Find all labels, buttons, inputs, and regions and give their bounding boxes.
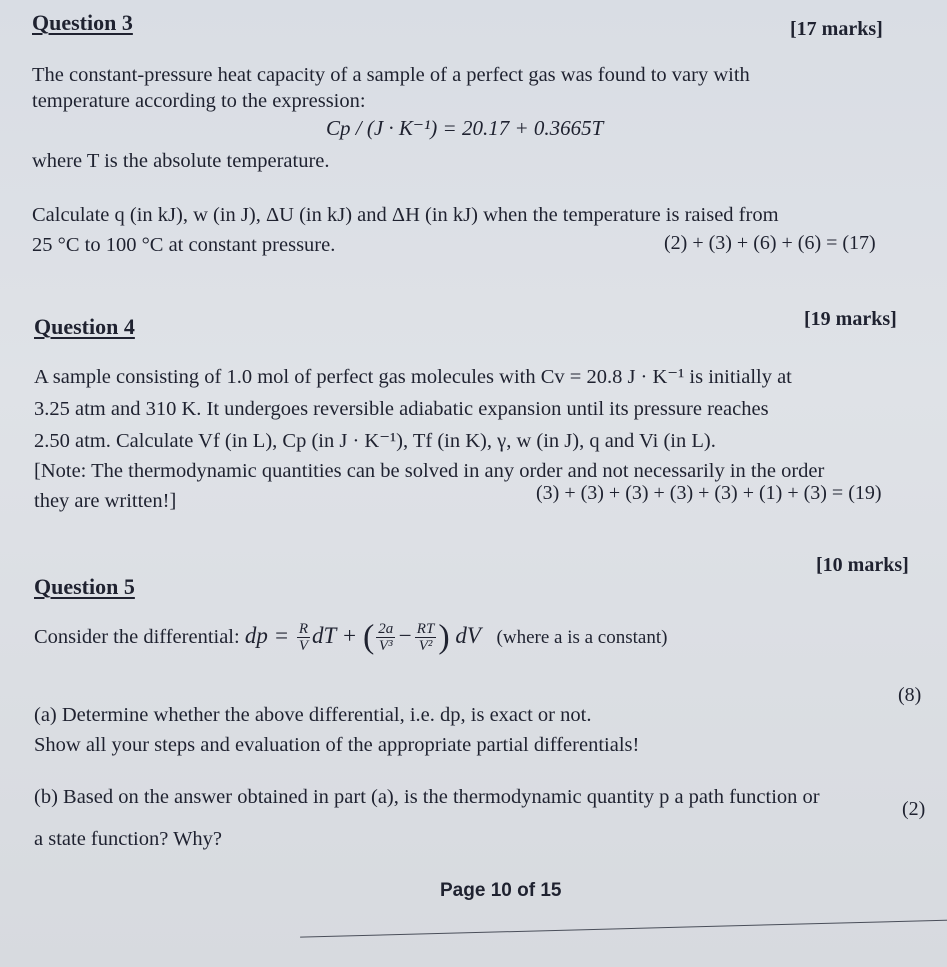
q3-text-line-2: temperature according to the expression: <box>32 90 366 112</box>
question-3-title: Question 3 <box>32 10 133 35</box>
q4-text-line-1: A sample consisting of 1.0 mol of perfect gas molecules with Cv = 20.8 J · K⁻¹ is initially at <box>34 366 792 388</box>
q4-text-line-2: 3.25 atm and 310 K. It undergoes reversible adiabatic expansion until its pressure reaches <box>34 398 769 420</box>
q4-score-breakdown: (3) + (3) + (3) + (3) + (3) + (1) + (3) = (19) <box>536 482 882 504</box>
question-4-title: Question 4 <box>34 314 135 339</box>
question-5-title: Question 5 <box>34 574 135 599</box>
q5-differential-line <box>34 614 667 660</box>
q5-part-a-score: (8) <box>898 684 922 706</box>
q5-part-b-line-2: a state function? Why? <box>34 828 223 850</box>
q3-score-breakdown: (2) + (3) + (6) + (6) = (17) <box>664 232 876 254</box>
q3-heat-capacity-equation: Cp / (J · K⁻¹) = 20.17 + 0.3665T <box>326 116 604 140</box>
page-number: Page 10 of 15 <box>440 880 562 901</box>
q5-part-b-line-1: (b) Based on the answer obtained in part (a), is the thermodynamic quantity p a path function or <box>34 786 820 808</box>
q4-text-line-3: 2.50 atm. Calculate Vf (in L), Cp (in J · K⁻¹), Tf (in K), γ, w (in J), q and Vi (in L). <box>34 430 716 452</box>
q3-calc-line-2: 25 °C to 100 °C at constant pressure. <box>32 234 336 256</box>
question-5-marks: [10 marks] <box>816 554 909 576</box>
q5-part-a-line-2: Show all your steps and evaluation of the appropriate partial differentials! <box>34 734 640 756</box>
q5-differential-expression: dp = $\frac{R}{V}$ dT + ( $\frac{2a}{\text{V³}}$ − $\frac{RT}{\text{V²}}$ ) dV <box>244 618 487 656</box>
question-3-marks: [17 marks] <box>790 18 883 40</box>
q5-part-b-score: (2) <box>902 798 926 820</box>
q5-differential-note: (where a is a constant) <box>496 627 668 648</box>
question-4-marks: [19 marks] <box>804 308 897 330</box>
q3-text-line-1: The constant-pressure heat capacity of a sample of a perfect gas was found to vary with <box>32 64 750 86</box>
q4-text-line-5: they are written!] <box>34 490 177 512</box>
q5-differential-lead: Consider the differential: <box>34 626 245 648</box>
q3-calc-line-1: Calculate q (in kJ), w (in J), ΔU (in kJ) and ΔH (in kJ) when the temperature is raised from <box>32 204 779 226</box>
page-edge-divider <box>300 919 947 937</box>
q4-text-line-4: [Note: The thermodynamic quantities can be solved in any order and not necessarily in the order <box>34 460 825 482</box>
q3-text-line-3: where T is the absolute temperature. <box>32 150 330 172</box>
q5-part-a-line-1: (a) Determine whether the above differential, i.e. dp, is exact or not. <box>34 704 592 726</box>
